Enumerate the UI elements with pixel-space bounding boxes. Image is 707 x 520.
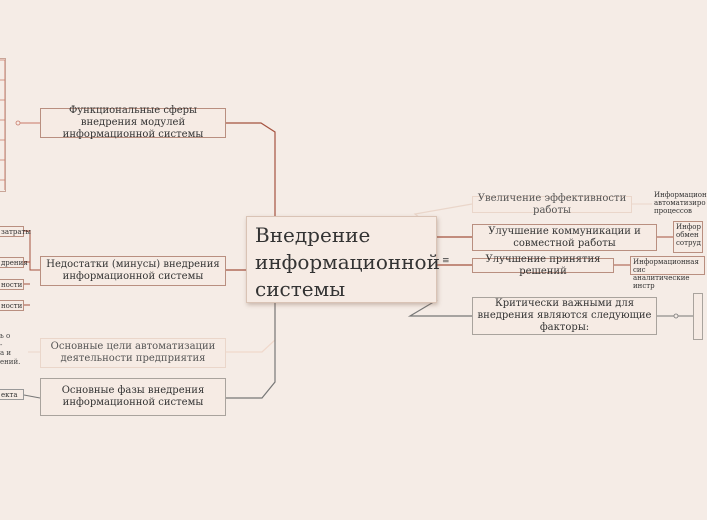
leaf-item[interactable]: ности — [0, 279, 24, 290]
branch-disadvantages[interactable]: Недостатки (минусы) внедрения информационной системы — [40, 256, 226, 286]
leaf-item[interactable]: затраты — [0, 226, 24, 237]
leaf-item[interactable]: дрения — [0, 257, 24, 268]
partial-text: - — [0, 341, 3, 349]
partial-text: а и — [0, 349, 12, 357]
branch-functional-areas[interactable]: Функциональные сферы внедрения модулей информационной системы — [40, 108, 226, 138]
leaf-column-box — [0, 58, 6, 192]
partial-text: ений. — [0, 358, 21, 366]
branch-efficiency[interactable]: Увеличение эффективности работы — [472, 196, 632, 213]
branch-automation-goals[interactable]: Основные цели автоматизации деятельности предприятия — [40, 338, 226, 368]
branch-communication[interactable]: Улучшение коммуникации и совместной работы — [472, 224, 657, 251]
note-decision-making: Информационная сис аналитические инстр — [630, 256, 705, 275]
branch-decision-making[interactable]: Улучшение принятия решений — [472, 258, 614, 273]
note-efficiency: Информацион автоматизиро процессов — [654, 191, 707, 215]
leaf-item[interactable]: ности — [0, 300, 24, 311]
branch-critical-factors[interactable]: Критически важными для внедрения являются следующие факторы: — [472, 297, 657, 335]
menu-icon[interactable]: ≡ — [442, 256, 450, 266]
critical-factors-child[interactable] — [693, 293, 703, 340]
central-topic[interactable]: Внедрение информационной системы — [246, 216, 437, 303]
note-communication: Инфор обмен сотруд — [673, 221, 703, 253]
leaf-item[interactable]: екта — [0, 389, 24, 400]
partial-text: ь о — [0, 332, 11, 340]
branch-implementation-phases[interactable]: Основные фазы внедрения информационной системы — [40, 378, 226, 416]
